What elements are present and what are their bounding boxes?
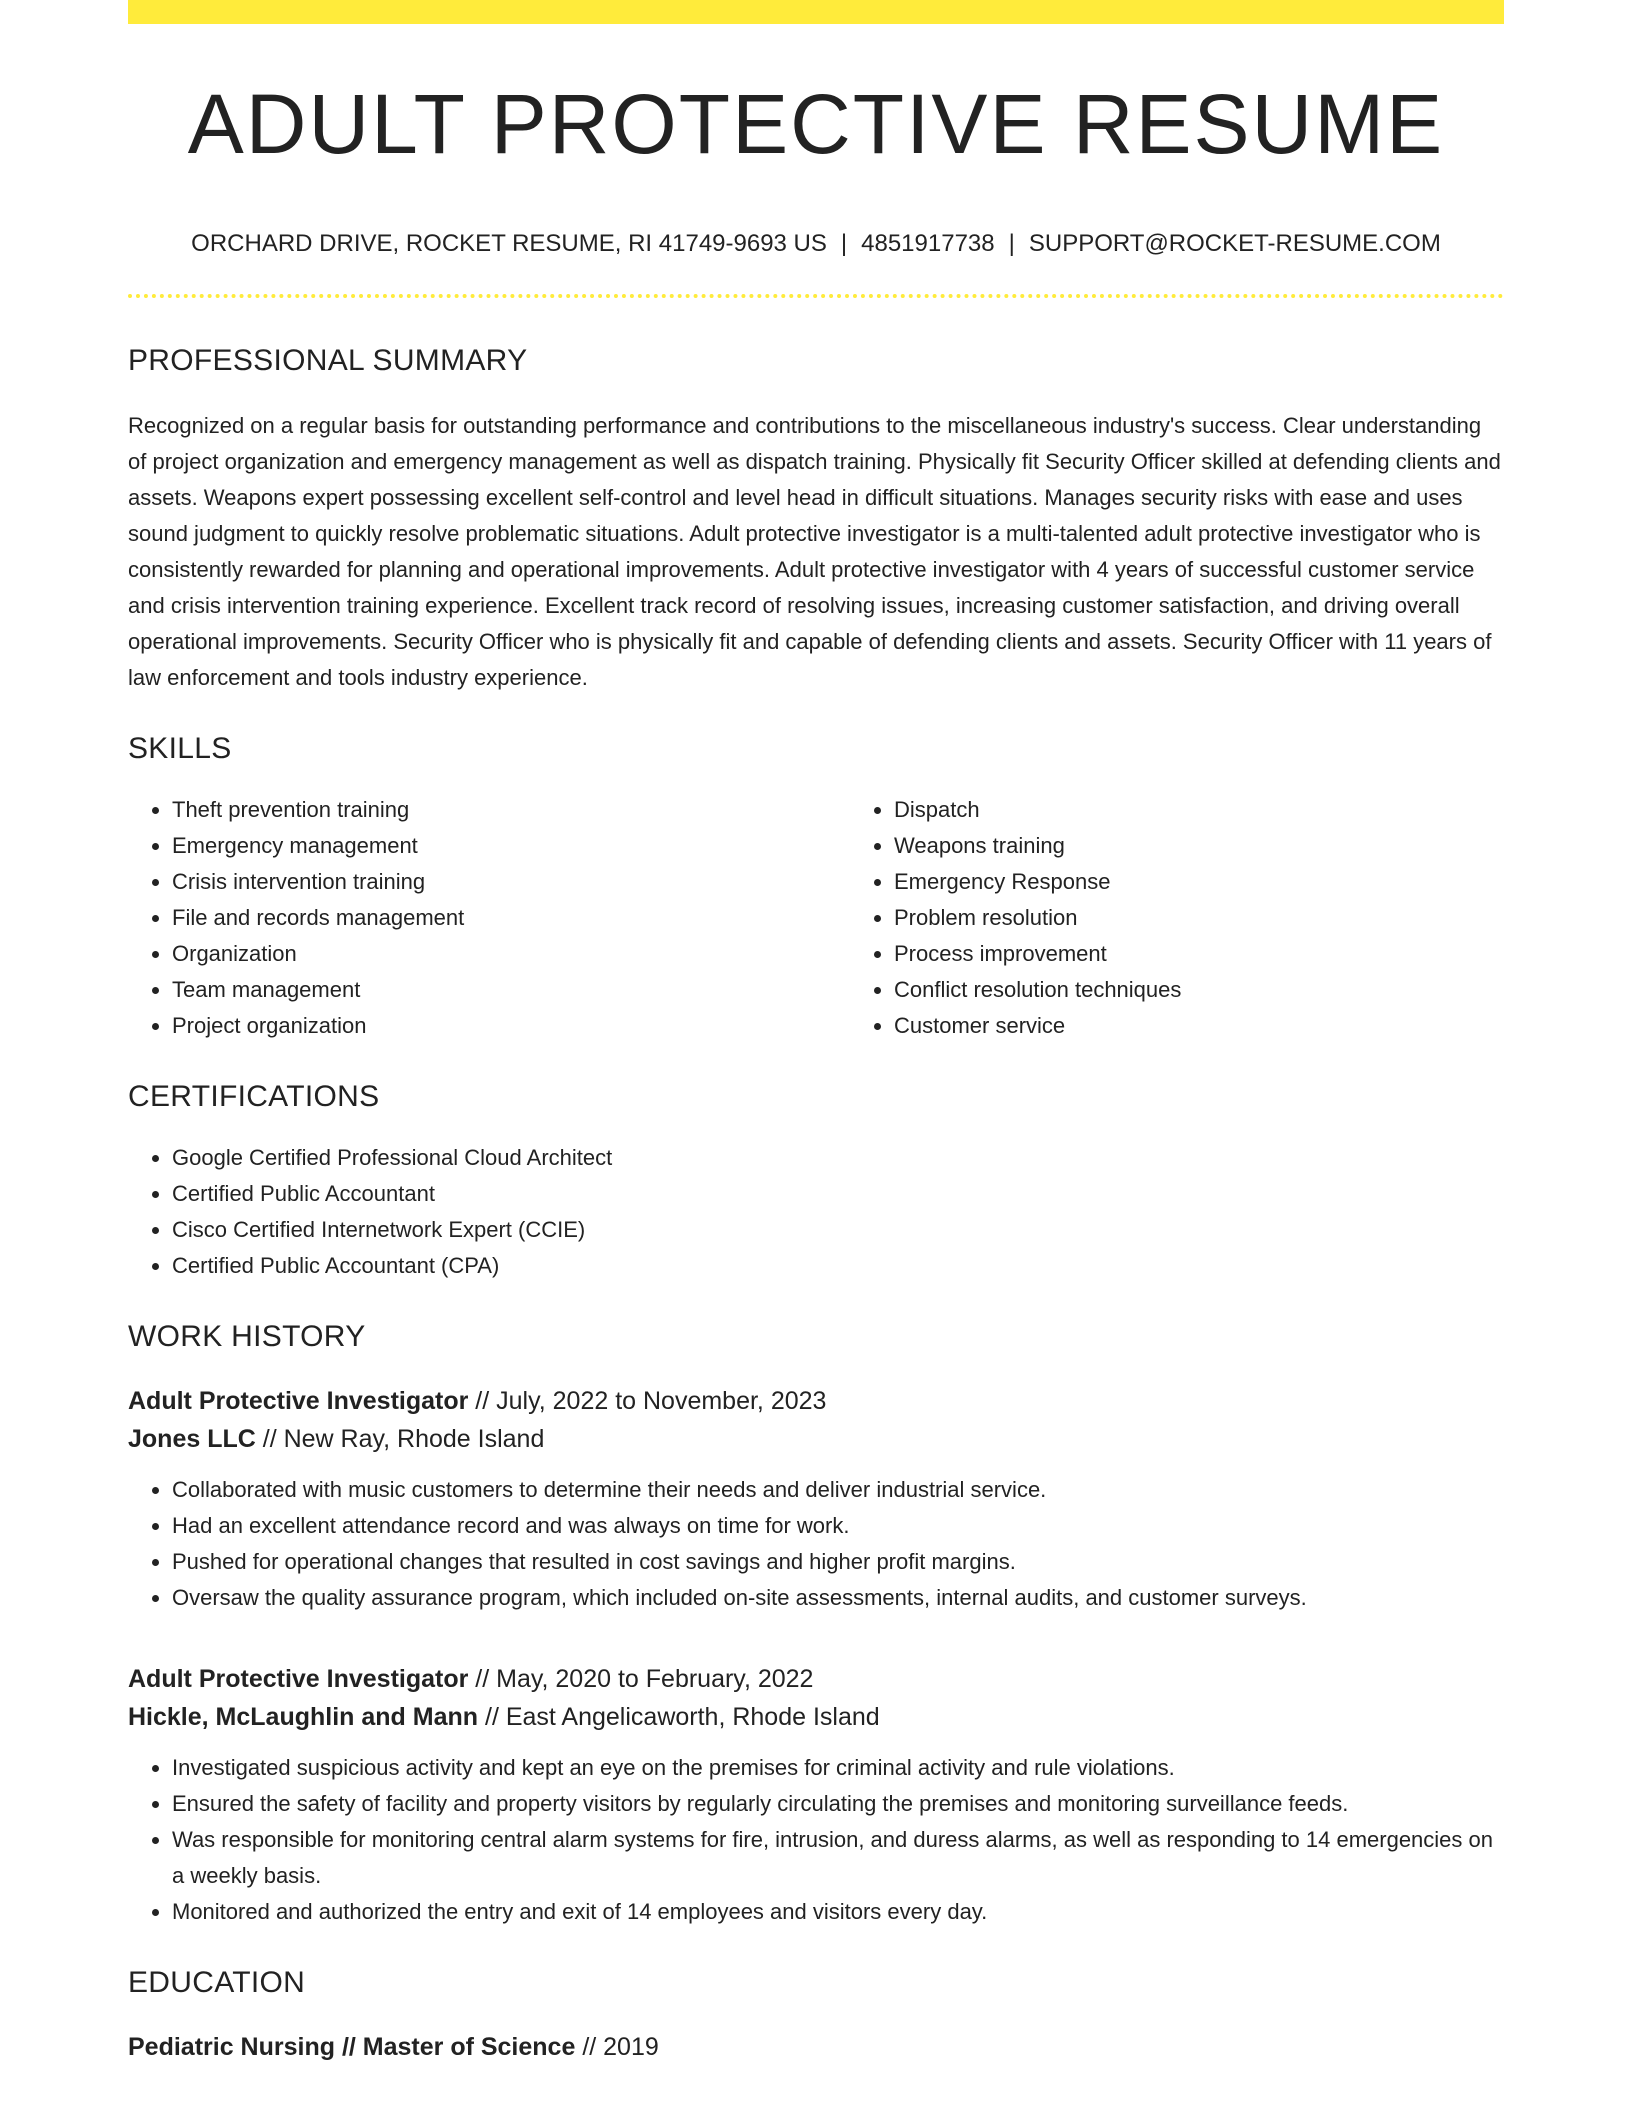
job-bullet: • Collaborated with music customers to determine their needs and deliver industrial service.	[172, 1472, 1504, 1508]
job-location: // New Ray, Rhode Island	[255, 1425, 545, 1453]
job-bullet: • Investigated suspicious activity and kept an eye on the premises for criminal activity and rule violations.	[172, 1750, 1504, 1786]
job-role: Adult Protective Investigator	[128, 1665, 469, 1693]
certifications-heading: CERTIFICATIONS	[128, 1080, 380, 1113]
job-entry	[128, 1660, 1504, 1930]
dotted-divider	[128, 294, 1504, 298]
job-company-line	[128, 1420, 1504, 1458]
certification-item: • Cisco Certified Internetwork Expert (CCIE)	[172, 1212, 1504, 1248]
job-title-line	[128, 1660, 1504, 1698]
job-bullets	[128, 1472, 1504, 1616]
education-degree: Pediatric Nursing // Master of Science	[128, 2033, 576, 2061]
skill-item: • Crisis intervention training	[172, 864, 850, 900]
certification-item: • Certified Public Accountant (CPA)	[172, 1248, 1504, 1284]
skill-item: • File and records management	[172, 900, 850, 936]
skill-item: • Team management	[172, 972, 850, 1008]
certification-item: • Google Certified Professional Cloud Architect	[172, 1140, 1504, 1176]
resume-name: ADULT PROTECTIVE RESUME	[187, 77, 1445, 171]
job-company: Hickle, McLaughlin and Mann	[128, 1703, 479, 1731]
skill-item: • Emergency Response	[894, 864, 1592, 900]
certification-item: • Certified Public Accountant	[172, 1176, 1504, 1212]
job-bullet: • Oversaw the quality assurance program, which included on-site assessments, internal audits, and customer surveys.	[172, 1580, 1504, 1616]
skill-item: • Problem resolution	[894, 900, 1592, 936]
job-bullet: • Pushed for operational changes that resulted in cost savings and higher profit margins.	[172, 1544, 1504, 1580]
job-dates: // May, 2020 to February, 2022	[468, 1665, 814, 1693]
skill-item: • Emergency management	[172, 828, 850, 864]
contact-separator: |	[1008, 230, 1015, 257]
summary-heading: PROFESSIONAL SUMMARY	[128, 344, 528, 377]
skill-item: • Process improvement	[894, 936, 1592, 972]
skills-heading: SKILLS	[128, 732, 232, 765]
education-entry	[128, 2028, 1504, 2066]
skill-item: • Dispatch	[894, 792, 1592, 828]
contact-line	[128, 232, 1504, 256]
job-entry	[128, 1382, 1504, 1616]
education-year: // 2019	[575, 2033, 659, 2061]
job-bullet: • Monitored and authorized the entry and exit of 14 employees and visitors every day.	[172, 1894, 1504, 1930]
certifications-list	[128, 1140, 1504, 1284]
work-history-heading: WORK HISTORY	[128, 1320, 366, 1353]
skill-item: • Conflict resolution techniques	[894, 972, 1592, 1008]
job-bullet: • Had an excellent attendance record and was always on time for work.	[172, 1508, 1504, 1544]
job-dates: // July, 2022 to November, 2023	[468, 1387, 827, 1415]
contact-address: ORCHARD DRIVE, ROCKET RESUME, RI 41749-9693 US	[191, 230, 827, 257]
resume-page	[128, 0, 1504, 2066]
summary-text: Recognized on a regular basis for outstanding performance and contributions to the miscellaneous industry's success. Clear understanding of project organization and emergency management as well as dispatch training. Physically fit Security Officer skilled at defending clients and assets. Weapons expert possessing excellent self-control and level head in difficult situations. Manages security risks with ease and uses sound judgment to quickly resolve problematic situations. Adult protective investigator is a multi-talented adult protective investigator who is consistently rewarded for planning and operational improvements. Adult protective investigator with 4 years of successful customer service and crisis intervention training experience. Excellent track record of resolving issues, increasing customer satisfaction, and driving overall operational improvements. Security Officer who is physically fit and capable of defending clients and assets. Security Officer with 11 years of law enforcement and tools industry experience.	[128, 413, 1501, 690]
contact-phone: 4851917738	[861, 230, 995, 257]
skills-list-left	[128, 792, 850, 1044]
contact-email: SUPPORT@ROCKET-RESUME.COM	[1028, 230, 1441, 257]
job-bullets	[128, 1750, 1504, 1930]
skills-columns	[128, 792, 1504, 1044]
skill-item: • Project organization	[172, 1008, 850, 1044]
skill-item: • Weapons training	[894, 828, 1592, 864]
accent-top-bar	[128, 0, 1504, 24]
skill-item: • Theft prevention training	[172, 792, 850, 828]
job-location: // East Angelicaworth, Rhode Island	[478, 1703, 880, 1731]
skill-item: • Organization	[172, 936, 850, 972]
job-title-line	[128, 1382, 1504, 1420]
job-company: Jones LLC	[128, 1425, 256, 1453]
job-bullet: • Ensured the safety of facility and property visitors by regularly circulating the premises and monitoring surveillance feeds.	[172, 1786, 1504, 1822]
job-role: Adult Protective Investigator	[128, 1387, 469, 1415]
skill-item: • Customer service	[894, 1008, 1592, 1044]
job-company-line	[128, 1698, 1504, 1736]
contact-separator: |	[840, 230, 848, 257]
education-heading: EDUCATION	[128, 1966, 306, 1999]
job-bullet: • Was responsible for monitoring central alarm systems for fire, intrusion, and duress alarms, as well as responding to 14 emergencies on a weekly basis.	[172, 1822, 1504, 1894]
skills-list-right	[850, 792, 1592, 1044]
